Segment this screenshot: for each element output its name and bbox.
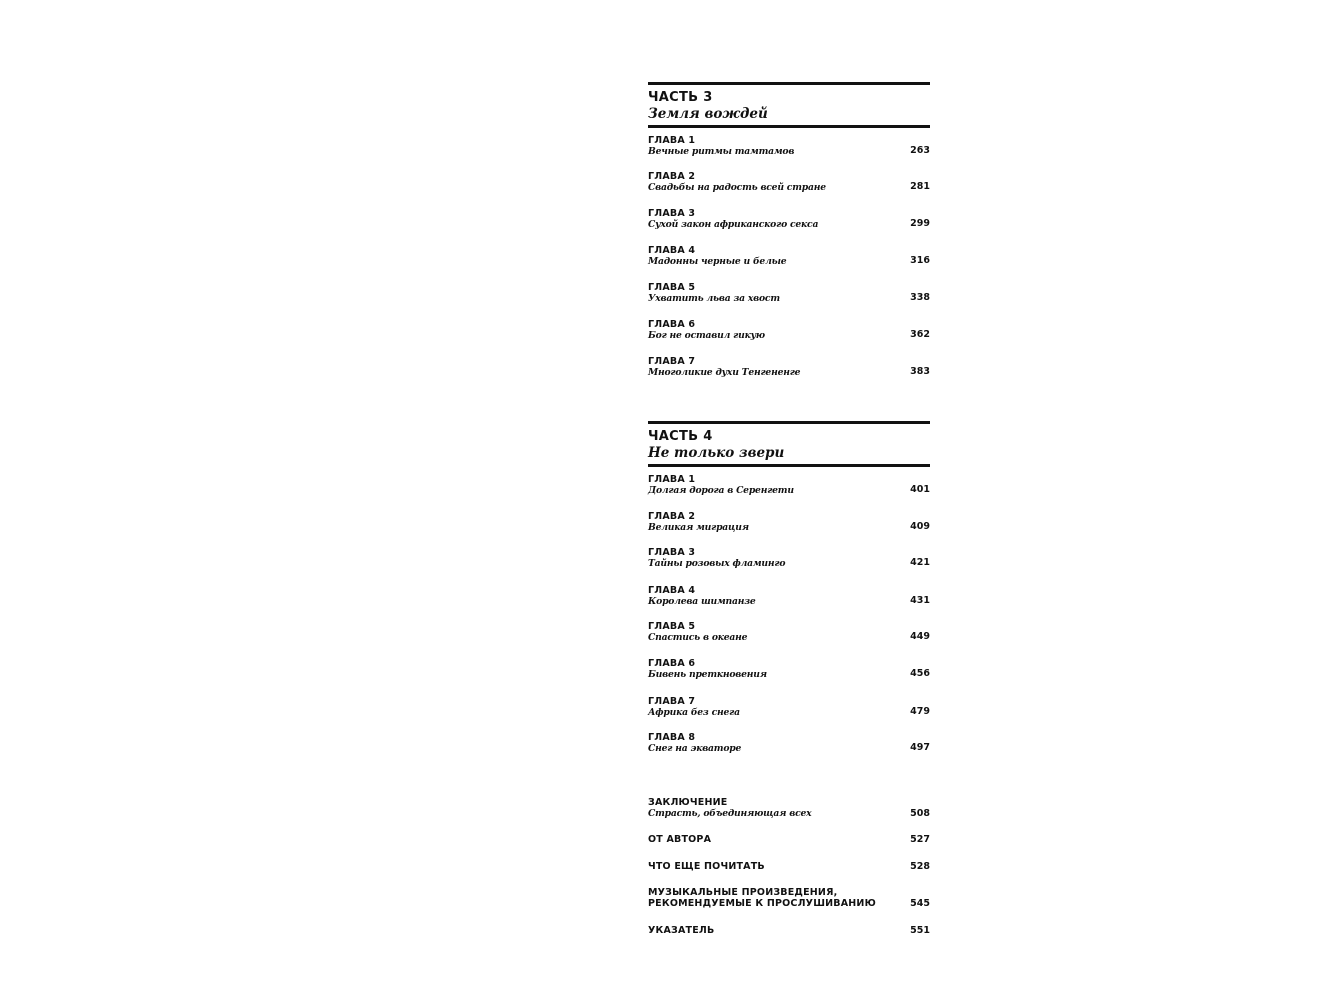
chapter-page: 316: [910, 255, 930, 266]
chapter-title: Спастись в океане: [648, 632, 748, 643]
part-3-chapter-7[interactable]: [648, 356, 930, 380]
chapter-title: Африка без снега: [648, 707, 740, 718]
chapter-page: 338: [910, 292, 930, 303]
chapter-page: 299: [910, 218, 930, 229]
part-4-chapter-6[interactable]: [648, 658, 930, 682]
chapter-title: Бог не оставил гикую: [648, 330, 765, 341]
chapter-label: ГЛАВА 6: [648, 658, 696, 669]
chapter-page: 421: [910, 557, 930, 568]
chapter-label: ГЛАВА 3: [648, 547, 696, 558]
chapter-page: 263: [910, 145, 930, 156]
chapter-label: ГЛАВА 6: [648, 319, 696, 330]
chapter-page: 409: [910, 521, 930, 532]
part-3-label: ЧАСТЬ 3: [648, 90, 713, 105]
chapter-page: 431: [910, 595, 930, 606]
index-entry[interactable]: [648, 925, 930, 937]
chapter-label: ГЛАВА 8: [648, 732, 696, 743]
part-4-bottom-rule: [648, 464, 930, 467]
chapter-label: ГЛАВА 5: [648, 282, 696, 293]
chapter-label: ГЛАВА 1: [648, 135, 696, 146]
part-3-chapter-4[interactable]: [648, 245, 930, 269]
chapter-title: Мадонны черные и белые: [648, 256, 787, 267]
chapter-label: ГЛАВА 5: [648, 621, 696, 632]
further-reading-entry[interactable]: [648, 861, 930, 873]
chapter-page: 362: [910, 329, 930, 340]
chapter-title: Ухватить льва за хвост: [648, 293, 780, 304]
chapter-page: 497: [910, 742, 930, 753]
chapter-title: Свадьбы на радость всей стране: [648, 182, 826, 193]
part-4-chapter-3[interactable]: [648, 547, 930, 571]
chapter-label: ГЛАВА 1: [648, 474, 696, 485]
chapter-page: 401: [910, 484, 930, 495]
chapter-title: Великая миграция: [648, 522, 749, 533]
index-label: УКАЗАТЕЛЬ: [648, 925, 715, 936]
chapter-page: 479: [910, 706, 930, 717]
chapter-label: ГЛАВА 3: [648, 208, 696, 219]
part-3-header: [648, 82, 930, 128]
part-4-top-rule: [648, 421, 930, 424]
further-reading-label: ЧТО ЕЩЕ ПОЧИТАТЬ: [648, 861, 765, 872]
chapter-title: Вечные ритмы тамтамов: [648, 146, 795, 157]
chapter-label: ГЛАВА 7: [648, 356, 696, 367]
chapter-label: ГЛАВА 2: [648, 511, 696, 522]
conclusion-entry[interactable]: [648, 797, 930, 821]
part-4-chapter-2[interactable]: [648, 511, 930, 535]
part-3-chapter-3[interactable]: [648, 208, 930, 232]
part-3-bottom-rule: [648, 125, 930, 128]
music-label-line-1: МУЗЫКАЛЬНЫЕ ПРОИЗВЕДЕНИЯ,: [648, 887, 838, 898]
part-3-top-rule: [648, 82, 930, 85]
author-note-entry[interactable]: [648, 834, 930, 846]
chapter-page: 281: [910, 181, 930, 192]
chapter-title: Бивень преткновения: [648, 669, 767, 680]
conclusion-title: Страсть, объединяющая всех: [648, 808, 812, 819]
part-4-chapter-1[interactable]: [648, 474, 930, 498]
chapter-title: Сухой закон африканского секса: [648, 219, 819, 230]
part-3-chapter-2[interactable]: [648, 171, 930, 195]
chapter-label: ГЛАВА 4: [648, 585, 696, 596]
chapter-page: 383: [910, 366, 930, 377]
chapter-page: 449: [910, 631, 930, 642]
conclusion-page: 508: [910, 808, 930, 819]
chapter-page: 456: [910, 668, 930, 679]
part-4-header: [648, 421, 930, 467]
part-3-chapter-6[interactable]: [648, 319, 930, 343]
part-4-chapter-5[interactable]: [648, 621, 930, 645]
chapter-title: Тайны розовых фламинго: [648, 558, 786, 569]
part-4-chapter-4[interactable]: [648, 585, 930, 609]
conclusion-label: ЗАКЛЮЧЕНИЕ: [648, 797, 728, 808]
part-4-title: Не только звери: [648, 445, 785, 461]
author-note-label: ОТ АВТОРА: [648, 834, 712, 845]
further-reading-page: 528: [910, 861, 930, 872]
chapter-label: ГЛАВА 2: [648, 171, 696, 182]
part-3-chapter-5[interactable]: [648, 282, 930, 306]
index-page: 551: [910, 925, 930, 936]
part-4-chapter-7[interactable]: [648, 696, 930, 720]
music-label-line-2: РЕКОМЕНДУЕМЫЕ К ПРОСЛУШИВАНИЮ: [648, 898, 876, 909]
author-note-page: 527: [910, 834, 930, 845]
chapter-title: Долгая дорога в Серенгети: [648, 485, 794, 496]
chapter-label: ГЛАВА 4: [648, 245, 696, 256]
music-page: 545: [910, 898, 930, 909]
chapter-title: Многоликие духи Тенгененге: [648, 367, 801, 378]
chapter-title: Снег на экваторе: [648, 743, 742, 754]
chapter-title: Королева шимпанзе: [648, 596, 756, 607]
part-3-title: Земля вождей: [648, 106, 768, 122]
chapter-label: ГЛАВА 7: [648, 696, 696, 707]
music-entry[interactable]: [648, 887, 930, 911]
part-4-chapter-8[interactable]: [648, 732, 930, 756]
part-4-label: ЧАСТЬ 4: [648, 429, 713, 444]
part-3-chapter-1[interactable]: [648, 135, 930, 159]
